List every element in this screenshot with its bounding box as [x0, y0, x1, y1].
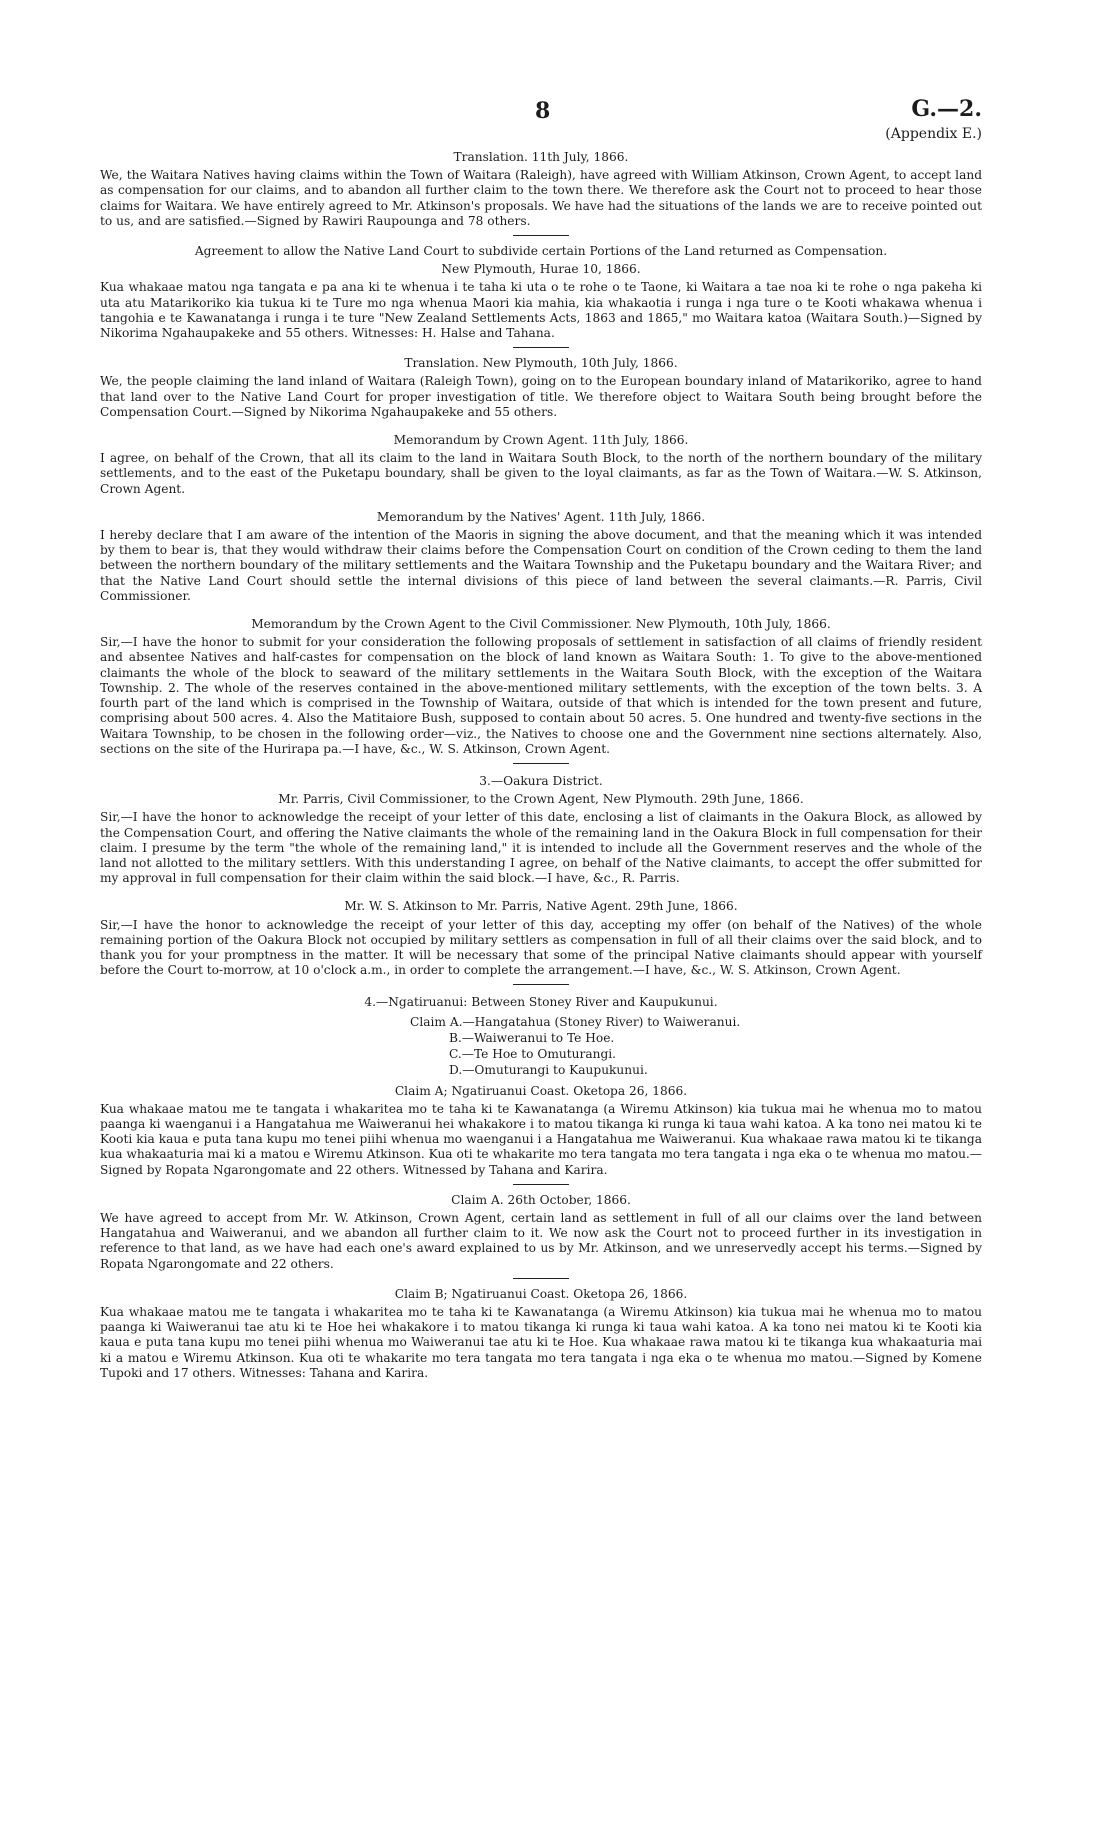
claim-item: Claim A.—Hangatahua (Stoney River) to Waiweranui. [410, 1014, 741, 1029]
section-paragraph: I agree, on behalf of the Crown, that all its claim to the land in Waitara South Block, to the north of the northern boundary of the military settlements, and to the east of the Puketapu boundary, shall be given to the loyal claimants, as far as the Town of Waitara.—W. S. Atkinson, Crown Agent. [100, 451, 982, 496]
section-heading: Claim A; Ngatiruanui Coast. Oketopa 26, 1866. [394, 1083, 688, 1098]
section-paragraph: Kua whakaae matou me te tangata i whakaritea mo te taha ki te Kawanatanga (a Wiremu Atkinson) kia tukua mai he whenua mo to matou paanga ki waenganui i a Hangatahua me Waiweranui hei whakakore i to matou tikanga ki runga ki taua wahi katoa. A ka tono nei matou ki te Kooti kia kaua e puta tana kupu mo tenei piihi whenua mo waenganui i a Hangatahua me Waiweranui. Kua whakaae rawa matou ki te tikanga kua whakaaturia mai ki a matou e Wiremu Atkinson. Kua oti te whakarite mo tera tangata mo tera tangata i nga eka o te whenua mo matou.—Signed by Ropata Ngarongomate and 22 others. Witnessed by Tahana and Karira. [100, 1101, 982, 1177]
appendix-label: (Appendix E.) [885, 126, 982, 142]
section-heading: Mr. Parris, Civil Commissioner, to the Crown Agent, New Plymouth. 29th June, 1866. [278, 792, 804, 807]
district-title: 4.—Ngatiruanui: Between Stoney River and Kaupukunui. [364, 995, 718, 1010]
section-paragraph: We, the Waitara Natives having claims within the Town of Waitara (Raleigh), have agreed with William Atkinson, Crown Agent, to accept land as compensation for our claims, and to abandon all further claim to the town there. We therefore ask the Court not to proceed to hear those claims for Waitara. We have entirely agreed to Mr. Atkinson's proposals. We have had the situations of the lands we are to receive pointed out to us, and are satisfied.—Signed by Rawiri Raupounga and 78 others. [100, 168, 982, 228]
claim-item: B.—Waiweranui to Te Hoe. [449, 1030, 615, 1045]
page-number: 8 [535, 98, 551, 124]
spacer [100, 608, 982, 617]
section-paragraph: We, the people claiming the land inland of Waitara (Raleigh Town), going on to the European boundary inland of Matarikoriko, agree to hand that land over to the Native Land Court for proper investigation of title. We therefore object to Waitara South being brought before the Compensation Court.—Signed by Nikorima Ngahaupakeke and 55 others. [100, 374, 982, 419]
section-paragraph: We have agreed to accept from Mr. W. Atkinson, Crown Agent, certain land as settlement in full of all our claims over the land between Hangatahua and Waiweranui, and we abandon all further claim to it. We now ask the Court not to proceed further in its investigation in reference to that land, as we have had each one's award explained to us by Mr. Atkinson, and we unreservedly accept his terms.—Signed by Ropata Ngarongomate and 22 others. [100, 1210, 982, 1271]
claim-item: C.—Te Hoe to Omuturangi. [449, 1046, 617, 1061]
section-divider [513, 235, 569, 236]
section-heading: Translation. 11th July, 1866. [453, 150, 629, 164]
section-paragraph: Sir,—I have the honor to acknowledge the receipt of your letter of this date, enclosing a list of claimants in the Oakura Block, as allowed by the Compensation Court, and offering the Native claimants the whole of the remaining land in the Oakura Block in full compensation for their claim. I presume by the term "the whole of the remaining land," it is intended to include all the Government reserves and the whole of the land not allotted to the military settlers. With this understanding I agree, on behalf of the Native claimants, to accept the offer submitted for my approval in full compensation for their claim within the said block.—I have, &c., R. Parris. [100, 810, 982, 886]
section-paragraph: Kua whakaae matou me te tangata i whakaritea mo te taha ki te Kawanatanga (a Wiremu Atkinson) kia tukua mai he whenua mo to matou paanga ki Waiweranui tae atu ki te Hoe hei whakakore i to matou tikanga ki runga ki taua wahi katoa. A ka tono nei matou ki te Kooti kia kaua e puta tana kupu mo tenei piihi whenua mo Waiweranui tae atu ki te Hoe. Kua whakaae rawa matou ki te tikanga kua whakaaturia mai ki a matou e Wiremu Atkinson. Kua oti te whakarite mo tera tangata mo tera tangata i nga eka o te whenua mo matou.—Signed by Komene Tupoki and 17 others. Witnesses: Tahana and Karira. [100, 1304, 982, 1380]
spacer [100, 424, 982, 433]
section-paragraph: I hereby declare that I am aware of the intention of the Maoris in signing the above document, and that the meaning which it was intended by them to bear is, that they would withdraw their claims before the Compensation Court on condition of the Crown ceding to them the land between the northern boundary of the military settlements and the Waitara Township and the Puketapu boundary and the Waitara River; and that the Native Land Court should settle the internal divisions of this piece of land between the several claimants.—R. Parris, Civil Commissioner. [100, 528, 982, 603]
section-paragraph: Sir,—I have the honor to submit for your consideration the following proposals of settlement in satisfaction of all claims of friendly resident and absentee Natives and half-castes for compensation on the block of land known as Waitara South: 1. To give to the above-mentioned claimants the whole of the block to seaward of the military settlements in the Waitara South Block, with the exception of the Waitara Township. 2. The whole of the reserves contained in the above-mentioned military settlements, with the exception of the town belts. 3. A fourth part of the land which is comprised in the Township of Waitara, outside of that which is intended for the town present and future, comprising about 500 acres. 4. Also the Matitaiore Bush, supposed to contain about 50 acres. 5. One hundred and twenty-five sections in the Waitara Township, to be chosen in the following order—viz., the Natives to choose one and the Government nine sections alternately. Also, sections on the site of the Hurirapa pa.—I have, &c., W. S. Atkinson, Crown Agent. [100, 635, 982, 756]
section-heading: Memorandum by the Natives' Agent. 11th July, 1866. [376, 509, 706, 524]
section-heading: Claim A. 26th October, 1866. [451, 1192, 631, 1207]
section-divider [513, 763, 569, 764]
document-body [100, 150, 982, 1385]
paper-reference: G.—2. [911, 96, 982, 122]
section-paragraph: Kua whakaae matou nga tangata e pa ana ki te whenua i te taha ki uta o te rohe o te Taone, ki Waitara a tae noa ki te rohe o nga pakeha ki uta atu Matarikoriko kia tukua ki te Ture mo nga whenua Maori kia mahia, kia whakaotia i runga i nga ture o te Kooti whakawa whenua i tangohia e te Kawanatanga i runga i te ture "New Zealand Settlements Acts, 1863 and 1865," mo Waitara katoa (Waitara South.)—Signed by Nikorima Ngahaupakeke and 55 others. Witnesses: H. Halse and Tahana. [100, 280, 982, 341]
section-heading: Memorandum by Crown Agent. 11th July, 1866. [393, 433, 689, 448]
section-heading: Memorandum by the Crown Agent to the Civil Commissioner. New Plymouth, 10th July, 1866. [251, 617, 831, 632]
section-heading: Claim B; Ngatiruanui Coast. Oketopa 26, 1866. [394, 1286, 688, 1301]
section-heading: Translation. New Plymouth, 10th July, 1866. [404, 356, 678, 371]
spacer [100, 890, 982, 899]
section-divider [513, 347, 569, 348]
claims-list [100, 1014, 982, 1078]
section-divider [513, 1278, 569, 1279]
section-heading: Mr. W. S. Atkinson to Mr. Parris, Native Agent. 29th June, 1866. [344, 899, 738, 914]
district-title: 3.—Oakura District. [479, 773, 603, 788]
section-divider [513, 1184, 569, 1185]
section-subheading: New Plymouth, Hurae 10, 1866. [441, 262, 641, 277]
section-paragraph: Sir,—I have the honor to acknowledge the receipt of your letter of this day, accepting my offer (on behalf of the Natives) of the whole remaining portion of the Oakura Block not occupied by military settlers as compensation in full of all their claims over the said block, and to thank you for your promptness in the matter. It will be necessary that some of the principal Native claimants should appear with yourself before the Court to-morrow, at 10 o'clock a.m., in order to complete the arrangement.—I have, &c., W. S. Atkinson, Crown Agent. [100, 917, 982, 978]
spacer [100, 501, 982, 510]
section-divider [513, 984, 569, 985]
claim-item: D.—Omuturangi to Kaupukunui. [449, 1062, 648, 1077]
section-heading: Agreement to allow the Native Land Court to subdivide certain Portions of the Land returned as Compensation. [194, 244, 888, 259]
